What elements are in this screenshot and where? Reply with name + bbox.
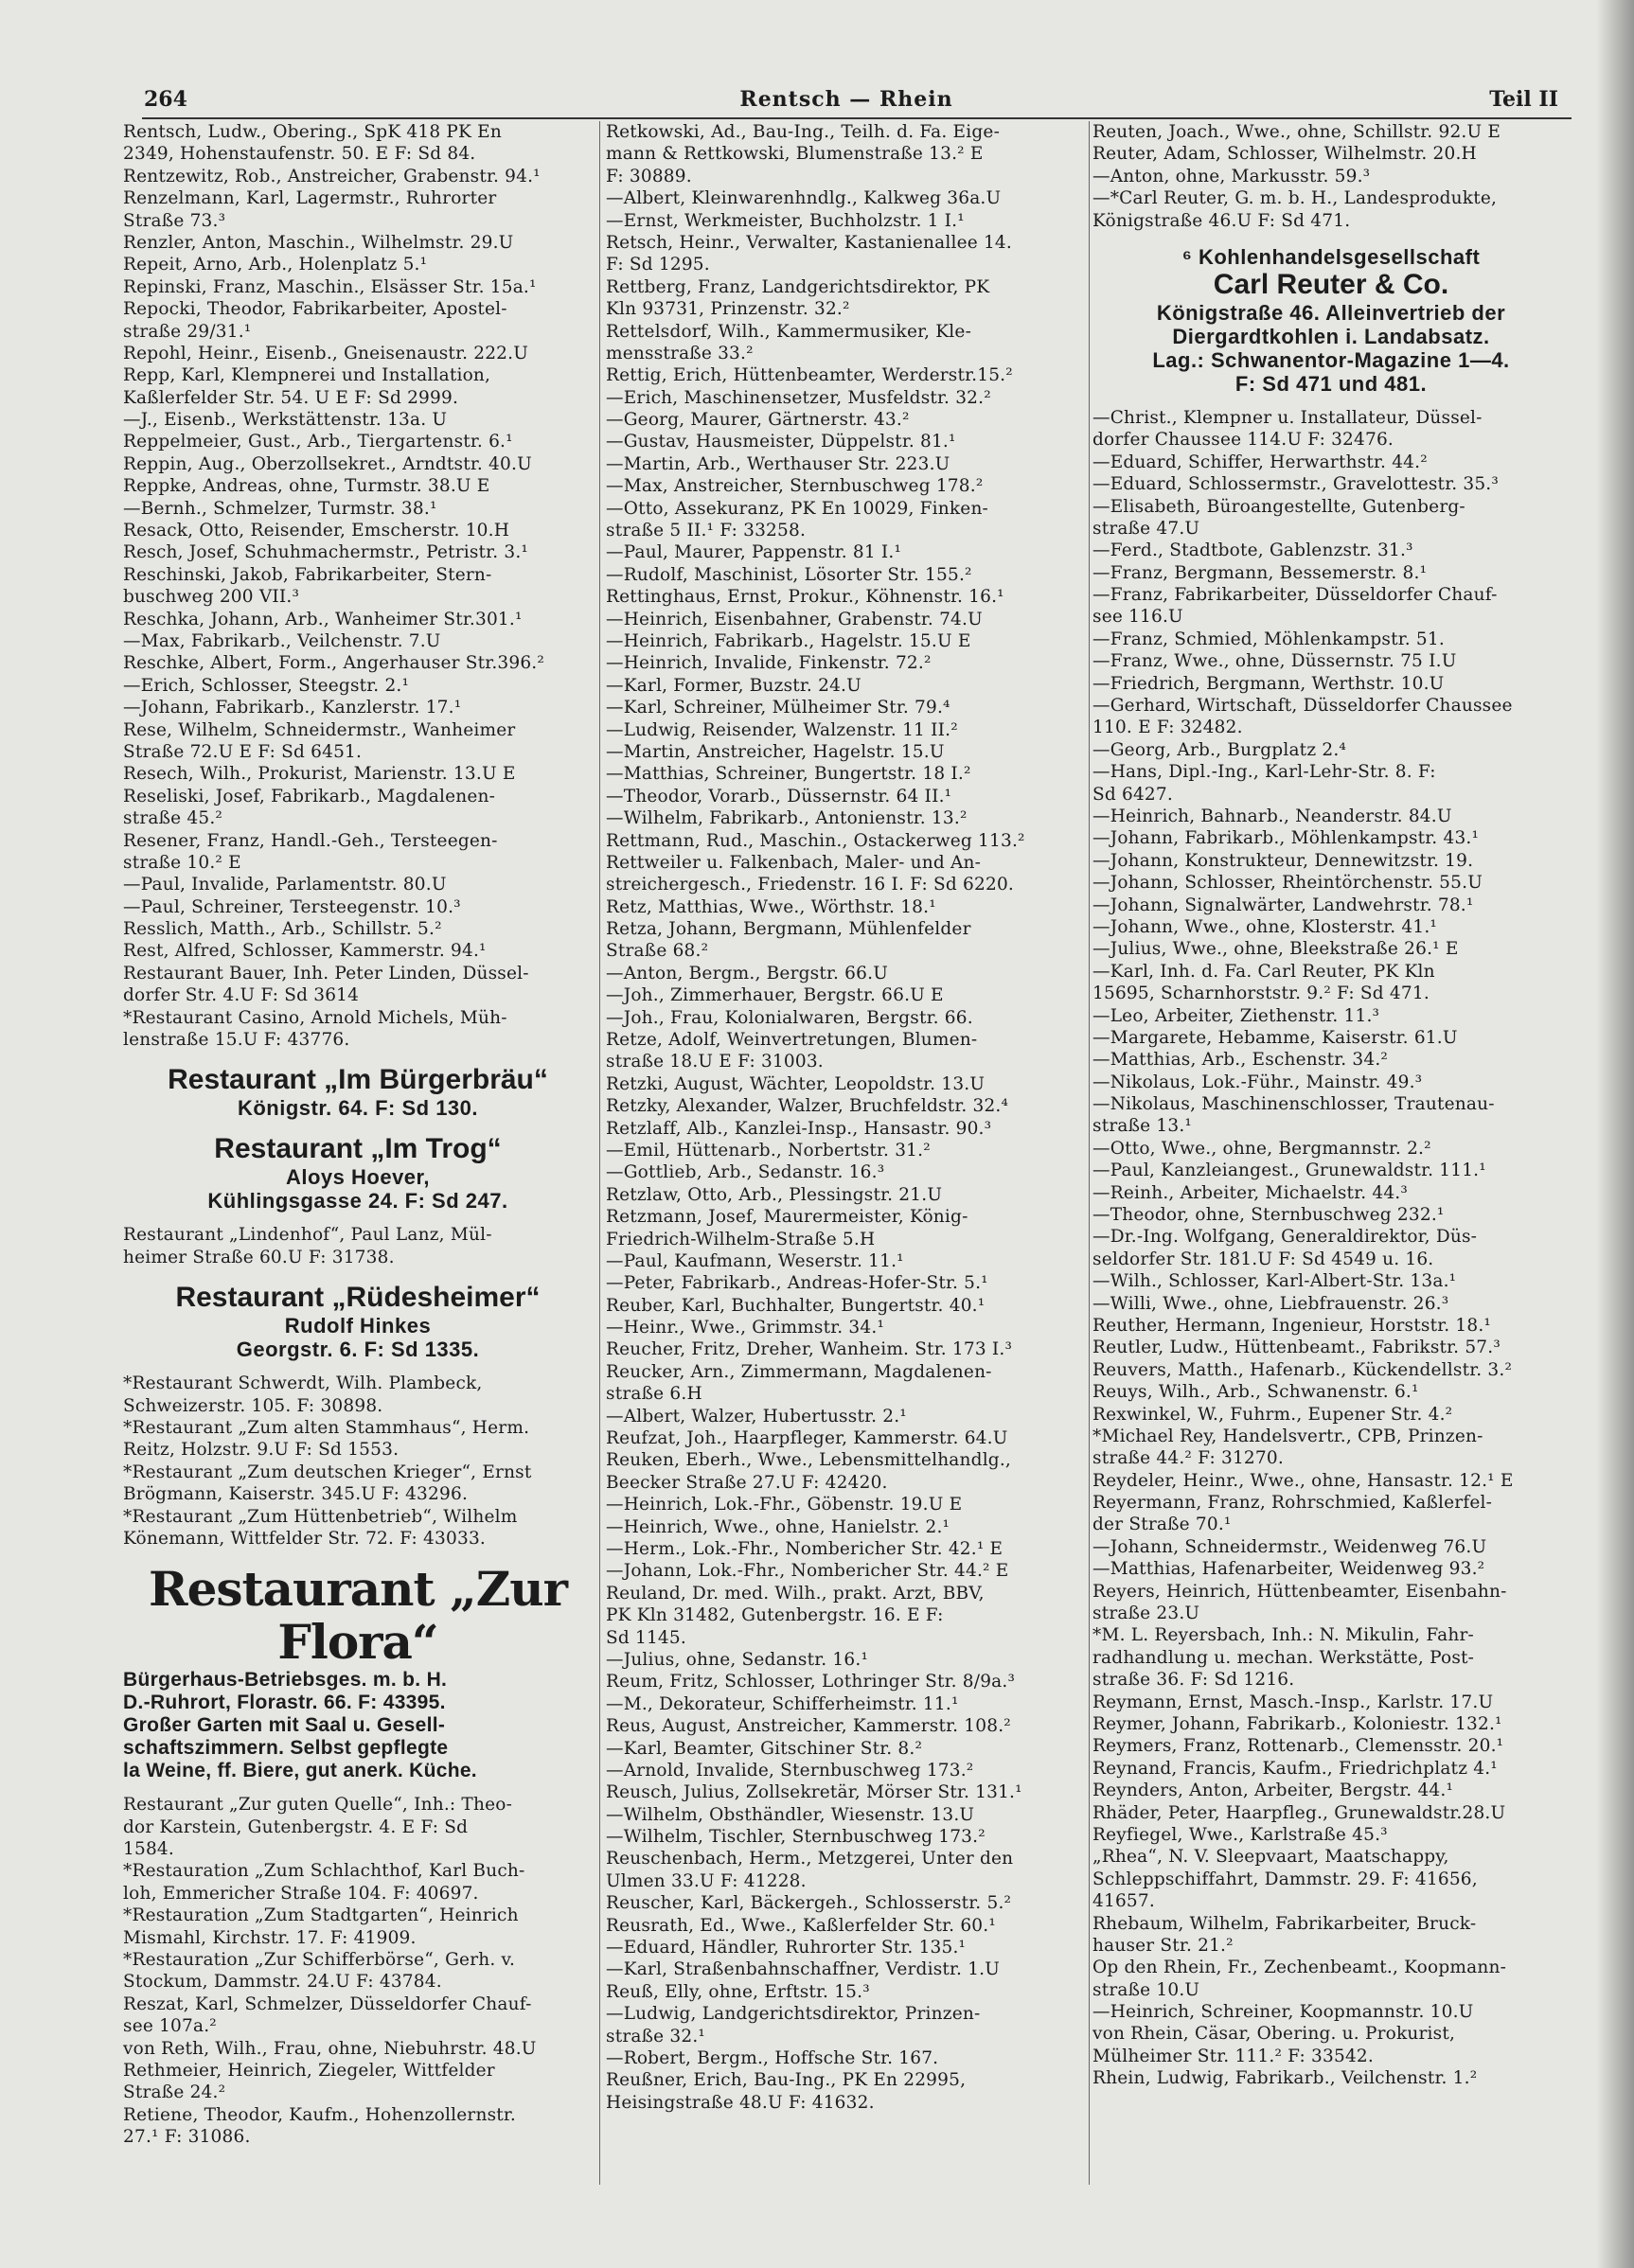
directory-entry-line: *Restauration „Zum Stadtgarten“, Heinrich bbox=[123, 1905, 519, 1926]
directory-entry-line: Repohl, Heinr., Eisenb., Gneisenaustr. 222.U bbox=[123, 343, 529, 363]
directory-entry-line: —Willi, Wwe., ohne, Liebfrauenstr. 26.³ bbox=[1092, 1293, 1449, 1314]
directory-entry-line: F: Sd 1295. bbox=[606, 255, 710, 275]
directory-entry-line: Rettberg, Franz, Landgerichtsdirektor, PK bbox=[606, 276, 990, 297]
directory-entry-line: 1584. bbox=[123, 1839, 174, 1860]
directory-entry-line: Reyers, Heinrich, Hüttenbeamter, Eisenbahn- bbox=[1092, 1581, 1507, 1602]
directory-entry-line: Reschke, Albert, Form., Angerhauser Str.396.² bbox=[123, 653, 545, 674]
directory-entry-line: —Joh., Zimmerhauer, Bergstr. 66.U E bbox=[606, 985, 944, 1006]
directory-entry-line: —Johann, Konstrukteur, Dennewitzstr. 19. bbox=[1092, 850, 1474, 871]
directory-entry-line: —Heinr., Wwe., Grimmstr. 34.¹ bbox=[606, 1318, 885, 1338]
ad-body-line: Bürgerhaus-Betriebsges. m. b. H. bbox=[123, 1669, 448, 1692]
directory-entry-line: Rhein, Ludwig, Fabrikarb., Veilchenstr. 1.² bbox=[1092, 2068, 1478, 2089]
directory-entry-line: Rettweiler u. Falkenbach, Maler- und An- bbox=[606, 852, 982, 873]
directory-entry-line: buschweg 200 VII.³ bbox=[123, 587, 300, 608]
directory-entry-line: Resener, Franz, Handl.-Geh., Tersteegen- bbox=[123, 830, 498, 851]
scan-edge-shadow bbox=[1596, 0, 1634, 2268]
directory-entry-line: straße 18.U E F: 31003. bbox=[606, 1052, 824, 1072]
directory-entry-line: —Wilhelm, Fabrikarb., Antonienstr. 13.² bbox=[606, 808, 968, 829]
directory-entry-line: Repinski, Franz, Maschin., Elsässer Str. 15a.¹ bbox=[123, 276, 537, 297]
directory-entry-line: —Max, Fabrikarb., Veilchenstr. 7.U bbox=[123, 630, 441, 651]
ad-detail-line: Kühlingsgasse 24. F: Sd 247. bbox=[207, 1189, 508, 1214]
directory-entry-line: Schweizerstr. 105. F: 30898. bbox=[123, 1395, 383, 1416]
directory-column-1 bbox=[123, 121, 593, 2149]
directory-entry-line: —Dr.-Ing. Wolfgang, Generaldirektor, Düs- bbox=[1092, 1227, 1478, 1248]
directory-entry-line: straße 13.¹ bbox=[1092, 1116, 1193, 1137]
directory-entry-line: —Karl, Beamter, Gitschiner Str. 8.² bbox=[606, 1738, 923, 1759]
directory-entry-line: —Matthias, Hafenarbeiter, Weidenweg 93.² bbox=[1092, 1559, 1485, 1580]
directory-entry-line: Reuys, Wilh., Arb., Schwanenstr. 6.¹ bbox=[1092, 1382, 1419, 1403]
directory-entry-line: Könemann, Wittfelder Str. 72. F: 43033. bbox=[123, 1528, 486, 1549]
directory-entry-line: —Karl, Former, Buzstr. 24.U bbox=[606, 675, 861, 696]
directory-entry-line: —Erich, Maschinensetzer, Musfeldstr. 32.² bbox=[606, 387, 991, 408]
directory-entry-line: —Wilhelm, Tischler, Sternbuschweg 173.² bbox=[606, 1827, 986, 1848]
directory-entry-line: straße 32.¹ bbox=[606, 2026, 706, 2047]
ad-body-line: schaftszimmern. Selbst gepflegte bbox=[123, 1737, 449, 1760]
directory-entry-line: —Heinrich, Lok.-Fhr., Göbenstr. 19.U E bbox=[606, 1495, 963, 1515]
directory-entry-line: Reum, Fritz, Schlosser, Lothringer Str. 8/9a.³ bbox=[606, 1672, 1016, 1692]
directory-entry-line: Rhäder, Peter, Haarpfleg., Grunewaldstr.28.U bbox=[1092, 1802, 1506, 1823]
ad-detail-line: Königstr. 64. F: Sd 130. bbox=[237, 1096, 479, 1121]
directory-entry-line: Retzmann, Josef, Maurermeister, König- bbox=[606, 1207, 968, 1228]
directory-entry-line: —Martin, Anstreicher, Hagelstr. 15.U bbox=[606, 741, 945, 762]
directory-entry-line: straße 6.H bbox=[606, 1384, 702, 1405]
directory-entry-line: PK Kln 31482, Gutenbergstr. 16. E F: bbox=[606, 1605, 944, 1626]
directory-entry-line: —Georg, Arb., Burgplatz 2.⁴ bbox=[1092, 739, 1347, 760]
directory-entry-line: *Restaurant „Zum deutschen Krieger“, Ernst bbox=[123, 1462, 532, 1482]
ad-body-line: D.-Ruhrort, Florastr. 66. F: 43395. bbox=[123, 1692, 446, 1714]
directory-entry-line: Straße 72.U E F: Sd 6451. bbox=[123, 741, 363, 762]
directory-entry-line: loh, Emmericher Straße 104. F: 40697. bbox=[123, 1883, 479, 1904]
directory-entry-line: Rexwinkel, W., Fuhrm., Eupener Str. 4.² bbox=[1092, 1404, 1453, 1425]
directory-entry-line: Reymann, Ernst, Masch.-Insp., Karlstr. 17.U bbox=[1092, 1692, 1494, 1712]
directory-entry-line: Reschinski, Jakob, Fabrikarbeiter, Stern- bbox=[123, 564, 492, 585]
ad-detail-line: F: Sd 471 und 481. bbox=[1234, 371, 1428, 396]
ad-detail-line: Königstraße 46. Alleinvertrieb der bbox=[1156, 300, 1506, 325]
directory-entry-line: Beecker Straße 27.U F: 42420. bbox=[606, 1472, 888, 1493]
directory-entry-line: —Johann, Signalwärter, Landwehrstr. 78.¹ bbox=[1092, 895, 1474, 915]
directory-entry-line: —Theodor, ohne, Sternbuschweg 232.¹ bbox=[1092, 1205, 1445, 1226]
directory-entry-line: —Nikolaus, Lok.-Führ., Mainstr. 49.³ bbox=[1092, 1072, 1423, 1092]
directory-entry-line: —Martin, Arb., Werthauser Str. 223.U bbox=[606, 453, 950, 474]
directory-entry-line: Reppin, Aug., Oberzollsekret., Arndtstr. 40.U bbox=[123, 453, 532, 474]
directory-entry-line: Renzelmann, Karl, Lagermstr., Ruhrorter bbox=[123, 188, 497, 209]
directory-entry-line: Reseliski, Josef, Fabrikarb., Magdalenen- bbox=[123, 786, 496, 806]
directory-entry-line: —Paul, Maurer, Pappenstr. 81 I.¹ bbox=[606, 542, 902, 563]
directory-entry-line: heimer Straße 60.U F: 31738. bbox=[123, 1247, 395, 1267]
directory-entry-line: Retzlaw, Otto, Arb., Plessingstr. 21.U bbox=[606, 1184, 943, 1205]
column-divider bbox=[1089, 121, 1090, 2185]
directory-entry-line: Reuscher, Karl, Bäckergeh., Schlosserstr. 5.² bbox=[606, 1893, 1012, 1914]
directory-entry-line: —Anton, ohne, Markusstr. 59.³ bbox=[1092, 166, 1371, 186]
directory-entry-line: hauser Str. 21.² bbox=[1092, 1935, 1234, 1956]
directory-entry-line: —Margarete, Hebamme, Kaiserstr. 61.U bbox=[1092, 1027, 1458, 1048]
directory-entry-line: Heisingstraße 48.U F: 41632. bbox=[606, 2092, 875, 2113]
column-divider bbox=[599, 121, 600, 2185]
directory-entry-line: —Gottlieb, Arb., Sedanstr. 16.³ bbox=[606, 1162, 885, 1183]
directory-entry-line: —Christ., Klempner u. Installateur, Düssel- bbox=[1092, 407, 1483, 428]
page-header bbox=[123, 87, 1570, 115]
directory-entry-line: straße 5 II.¹ F: 33258. bbox=[606, 521, 807, 541]
directory-entry-line: der Straße 70.¹ bbox=[1092, 1515, 1232, 1535]
directory-entry-line: Restaurant Bauer, Inh. Peter Linden, Düssel- bbox=[123, 963, 529, 983]
directory-entry-line: Straße 68.² bbox=[606, 941, 709, 962]
directory-entry-line: —Georg, Maurer, Gärtnerstr. 43.² bbox=[606, 410, 910, 431]
header-rule bbox=[142, 117, 1572, 119]
directory-entry-line: —Heinrich, Wwe., ohne, Hanielstr. 2.¹ bbox=[606, 1516, 950, 1537]
directory-entry-line: *Restauration „Zum Schlachthof, Karl Buch- bbox=[123, 1861, 525, 1882]
directory-entry-line: see 116.U bbox=[1092, 607, 1183, 628]
directory-entry-line: —Karl, Schreiner, Mülheimer Str. 79.⁴ bbox=[606, 698, 950, 718]
directory-entry-line: Mülheimer Str. 111.² F: 33542. bbox=[1092, 2046, 1374, 2066]
part-label: Teil II bbox=[1489, 87, 1558, 112]
directory-entry-line: Stockum, Dammstr. 24.U F: 43784. bbox=[123, 1972, 442, 1993]
directory-entry-line: Retz, Matthias, Wwe., Wörthstr. 18.¹ bbox=[606, 896, 936, 917]
directory-entry-line: Rettinghaus, Ernst, Prokur., Köhnenstr. 16.¹ bbox=[606, 587, 1004, 608]
directory-entry-line: Rettig, Erich, Hüttenbeamter, Werderstr.15.² bbox=[606, 365, 1013, 386]
directory-entry-line: Repp, Karl, Klempnerei und Installation, bbox=[123, 365, 491, 386]
directory-entry-line: —Albert, Walzer, Hubertusstr. 2.¹ bbox=[606, 1406, 907, 1426]
directory-entry-line: —Eduard, Händler, Ruhrorter Str. 135.¹ bbox=[606, 1938, 967, 1958]
ad-heading-line: Restaurant „Im Bürgerbräu“ bbox=[168, 1064, 548, 1096]
running-head: Rentsch — Rhein bbox=[739, 87, 953, 112]
directory-entry-line: Retzky, Alexander, Walzer, Bruchfeldstr. 32.⁴ bbox=[606, 1096, 1009, 1117]
directory-entry-line: Rentzewitz, Rob., Anstreicher, Grabenstr. 94.¹ bbox=[123, 166, 541, 186]
directory-entry-line: —Paul, Invalide, Parlamentstr. 80.U bbox=[123, 875, 447, 895]
directory-entry-line: Schleppschiffahrt, Dammstr. 29. F: 41656, bbox=[1092, 1869, 1478, 1889]
directory-entry-line: Reuken, Eberh., Wwe., Lebensmittelhandlg., bbox=[606, 1450, 1012, 1471]
directory-entry-line: Reuter, Adam, Schlosser, Wilhelmstr. 20.H bbox=[1092, 144, 1477, 165]
directory-entry-line: Reymers, Franz, Rottenarb., Clemensstr. 20.¹ bbox=[1092, 1736, 1504, 1757]
directory-entry-line: —Johann, Fabrikarb., Möhlenkampstr. 43.¹ bbox=[1092, 828, 1480, 849]
directory-entry-line: Reyfiegel, Wwe., Karlstraße 45.³ bbox=[1092, 1824, 1388, 1845]
directory-entry-line: Reitz, Holzstr. 9.U F: Sd 1553. bbox=[123, 1440, 400, 1461]
directory-entry-line: Rese, Wilhelm, Schneidermstr., Wanheimer bbox=[123, 719, 516, 740]
directory-entry-line: —Johann, Fabrikarb., Kanzlerstr. 17.¹ bbox=[123, 698, 462, 718]
directory-entry-line: Retzlaff, Alb., Kanzlei-Insp., Hansastr. 90.³ bbox=[606, 1118, 992, 1139]
directory-entry-line: Renzler, Anton, Maschin., Wilhelmstr. 29.U bbox=[123, 232, 514, 253]
directory-entry-line: —Leo, Arbeiter, Ziethenstr. 11.³ bbox=[1092, 1005, 1380, 1026]
directory-entry-line: —Karl, Inh. d. Fa. Carl Reuter, PK Kln bbox=[1092, 961, 1435, 982]
directory-entry-line: straße 29/31.¹ bbox=[123, 321, 252, 342]
directory-entry-line: Reuber, Karl, Buchhalter, Bungertstr. 40.¹ bbox=[606, 1295, 986, 1316]
directory-entry-line: —Johann, Schlosser, Rheintörchenstr. 55.U bbox=[1092, 873, 1483, 894]
directory-entry-line: Reus, August, Anstreicher, Kammerstr. 108.² bbox=[606, 1716, 1011, 1737]
directory-entry-line: radhandlung u. mechan. Werkstätte, Post- bbox=[1092, 1647, 1475, 1668]
directory-entry-line: straße 44.² F: 31270. bbox=[1092, 1448, 1284, 1469]
directory-entry-line: lenstraße 15.U F: 43776. bbox=[123, 1030, 350, 1051]
directory-entry-line: Reutler, Ludw., Hüttenbeamt., Fabrikstr. 57.³ bbox=[1092, 1338, 1501, 1358]
directory-entry-line: straße 23.U bbox=[1092, 1604, 1200, 1624]
ad-body-line: la Weine, ff. Biere, gut anerk. Küche. bbox=[123, 1760, 477, 1782]
advertisement bbox=[1092, 245, 1570, 396]
ad-detail-line: Diergardtkohlen i. Landabsatz. bbox=[1172, 324, 1490, 348]
directory-entry-line: —Matthias, Arb., Eschenstr. 34.² bbox=[1092, 1050, 1389, 1071]
directory-entry-line: mensstraße 33.² bbox=[606, 343, 754, 363]
directory-entry-line: —Rudolf, Maschinist, Lösorter Str. 155.² bbox=[606, 564, 972, 585]
directory-entry-line: —Emil, Hüttenarb., Norbertstr. 31.² bbox=[606, 1140, 931, 1161]
directory-entry-line: —Theodor, Vorarb., Düssernstr. 64 II.¹ bbox=[606, 786, 952, 806]
directory-entry-line: dorfer Chaussee 114.U F: 32476. bbox=[1092, 430, 1394, 451]
directory-entry-line: Reppke, Andreas, ohne, Turmstr. 38.U E bbox=[123, 476, 490, 497]
directory-entry-line: Retsch, Heinr., Verwalter, Kastanienallee 14. bbox=[606, 232, 1012, 253]
directory-entry-line: Reydeler, Heinr., Wwe., ohne, Hansastr. 12.¹ E bbox=[1092, 1470, 1514, 1491]
directory-entry-line: Resech, Wilh., Prokurist, Marienstr. 13.U E bbox=[123, 764, 516, 785]
directory-entry-line: —Ferd., Stadtbote, Gablenzstr. 31.³ bbox=[1092, 540, 1413, 561]
ad-big-line: Restaurant „Zur Flora“ bbox=[149, 1561, 567, 1671]
directory-entry-line: *M. L. Reyersbach, Inh.: N. Mikulin, Fahr- bbox=[1092, 1625, 1474, 1646]
directory-entry-line: Reucker, Arn., Zimmermann, Magdalenen- bbox=[606, 1361, 992, 1382]
directory-entry-line: Königstraße 46.U F: Sd 471. bbox=[1092, 210, 1351, 231]
advertisement bbox=[123, 1563, 593, 1782]
directory-entry-line: Resack, Otto, Reisender, Emscherstr. 10.H bbox=[123, 521, 510, 541]
directory-entry-line: Reymer, Johann, Fabrikarb., Koloniestr. 132.¹ bbox=[1092, 1714, 1502, 1734]
directory-entry-line: —Julius, ohne, Sedanstr. 16.¹ bbox=[606, 1649, 869, 1670]
advertisement bbox=[123, 1064, 593, 1120]
directory-entry-line: —Franz, Bergmann, Bessemerstr. 8.¹ bbox=[1092, 562, 1428, 583]
ad-detail-line: Lag.: Schwanentor-Magazine 1—4. bbox=[1152, 347, 1510, 372]
directory-entry-line: mann & Rettkowski, Blumenstraße 13.² E bbox=[606, 144, 984, 165]
directory-entry-line: —Arnold, Invalide, Sternbuschweg 173.² bbox=[606, 1760, 974, 1781]
directory-entry-line: *Restaurant Casino, Arnold Michels, Müh- bbox=[123, 1007, 507, 1028]
ad-corp-line: Carl Reuter & Co. bbox=[1213, 268, 1449, 300]
directory-entry-line: straße 10.U bbox=[1092, 1979, 1200, 2000]
directory-entry-line: —Reinh., Arbeiter, Michaelstr. 44.³ bbox=[1092, 1182, 1408, 1203]
directory-entry-line: Restaurant „Lindenhof“, Paul Lanz, Mül- bbox=[123, 1225, 492, 1246]
directory-entry-line: —Franz, Fabrikarbeiter, Düsseldorfer Chauf- bbox=[1092, 585, 1498, 606]
directory-entry-line: Repeit, Arno, Arb., Holenplatz 5.¹ bbox=[123, 255, 428, 275]
ad-detail-line: Georgstr. 6. F: Sd 1335. bbox=[236, 1338, 480, 1362]
ad-heading-line: Restaurant „Im Trog“ bbox=[214, 1133, 502, 1165]
directory-entry-line: straße 36. F: Sd 1216. bbox=[1092, 1670, 1295, 1691]
directory-entry-line: Reuther, Hermann, Ingenieur, Horststr. 18.¹ bbox=[1092, 1315, 1492, 1336]
directory-entry-line: —Ernst, Werkmeister, Buchholzstr. 1 I.¹ bbox=[606, 210, 965, 231]
directory-entry-line: Retiene, Theodor, Kaufm., Hohenzollernstr. bbox=[123, 2104, 516, 2125]
directory-entry-line: —Max, Anstreicher, Sternbuschweg 178.² bbox=[606, 476, 984, 497]
directory-entry-line: —Bernh., Schmelzer, Turmstr. 38.¹ bbox=[123, 498, 437, 519]
directory-entry-line: straße 10.² E bbox=[123, 852, 241, 873]
directory-entry-line: Rhebaum, Wilhelm, Fabrikarbeiter, Bruck- bbox=[1092, 1913, 1477, 1934]
directory-entry-line: von Reth, Wilh., Frau, ohne, Niebuhrstr. 48.U bbox=[123, 2038, 537, 2059]
directory-entry-line: Resslich, Matth., Arb., Schillstr. 5.² bbox=[123, 919, 442, 940]
directory-entry-line: Reusrath, Ed., Wwe., Kaßlerfelder Str. 60.¹ bbox=[606, 1915, 996, 1936]
directory-entry-line: —Friedrich, Bergmann, Werthstr. 10.U bbox=[1092, 673, 1445, 694]
directory-entry-line: —Peter, Fabrikarb., Andreas-Hofer-Str. 5.¹ bbox=[606, 1273, 988, 1294]
directory-entry-line: —Joh., Frau, Kolonialwaren, Bergstr. 66. bbox=[606, 1007, 973, 1028]
directory-entry-line: Rethmeier, Heinrich, Ziegeler, Wittfelder bbox=[123, 2061, 495, 2081]
directory-entry-line: Friedrich-Wilhelm-Straße 5.H bbox=[606, 1229, 876, 1249]
directory-entry-line: Reuß, Elly, ohne, Erftstr. 15.³ bbox=[606, 1981, 870, 2002]
directory-entry-line: Straße 73.³ bbox=[123, 210, 226, 231]
directory-entry-line: —Anton, Bergm., Bergstr. 66.U bbox=[606, 963, 888, 983]
directory-entry-line: —Paul, Schreiner, Tersteegenstr. 10.³ bbox=[123, 896, 461, 917]
directory-entry-line: Brögmann, Kaiserstr. 345.U F: 43296. bbox=[123, 1484, 469, 1505]
directory-entry-line: *Michael Rey, Handelsvertr., CPB, Prinzen- bbox=[1092, 1426, 1483, 1446]
directory-entry-line: 15695, Scharnhorststr. 9.² F: Sd 471. bbox=[1092, 983, 1430, 1004]
directory-entry-line: —Heinrich, Fabrikarb., Hagelstr. 15.U E bbox=[606, 630, 971, 651]
ad-detail-line: ⁶ Kohlenhandelsgesellschaft bbox=[1181, 244, 1481, 269]
directory-entry-line: —Hans, Dipl.-Ing., Karl-Lehr-Str. 8. F: bbox=[1092, 762, 1436, 783]
ad-body-line: Großer Garten mit Saal u. Gesell- bbox=[123, 1714, 446, 1737]
directory-entry-line: Sd 6427. bbox=[1092, 784, 1173, 805]
directory-entry-line: —Robert, Bergm., Hoffsche Str. 167. bbox=[606, 2047, 939, 2068]
directory-entry-line: Rettelsdorf, Wilh., Kammermusiker, Kle- bbox=[606, 321, 972, 342]
directory-entry-line: Retkowski, Ad., Bau-Ing., Teilh. d. Fa. Eige- bbox=[606, 122, 1001, 142]
directory-entry-line: dorfer Str. 4.U F: Sd 3614 bbox=[123, 985, 360, 1006]
directory-entry-line: —Albert, Kleinwarenhndlg., Kalkweg 36a.U bbox=[606, 188, 1002, 209]
directory-entry-line: 41657. bbox=[1092, 1891, 1155, 1912]
directory-entry-line: Ulmen 33.U F: 41228. bbox=[606, 1870, 807, 1891]
directory-entry-line: 110. E F: 32482. bbox=[1092, 718, 1243, 738]
directory-entry-line: —Johann, Wwe., ohne, Klosterstr. 41.¹ bbox=[1092, 916, 1438, 937]
directory-entry-line: —Paul, Kanzleiangest., Grunewaldstr. 111.¹ bbox=[1092, 1161, 1486, 1181]
page-number: 264 bbox=[144, 87, 187, 112]
directory-entry-line: Reuland, Dr. med. Wilh., prakt. Arzt, BBV, bbox=[606, 1583, 985, 1604]
directory-entry-line: Reuten, Joach., Wwe., ohne, Schillstr. 92.U E bbox=[1092, 122, 1501, 142]
advertisement bbox=[123, 1282, 593, 1361]
directory-entry-line: —Johann, Schneidermstr., Weidenweg 76.U bbox=[1092, 1536, 1487, 1557]
directory-entry-line: Restaurant „Zur guten Quelle“, Inh.: Theo- bbox=[123, 1795, 513, 1816]
ad-heading-line: Restaurant „Rüdesheimer“ bbox=[175, 1282, 541, 1314]
directory-entry-line: von Rhein, Cäsar, Obering. u. Prokurist, bbox=[1092, 2024, 1456, 2045]
directory-entry-line: Reynders, Anton, Arbeiter, Bergstr. 44.¹ bbox=[1092, 1781, 1454, 1801]
directory-entry-line: *Restaurant „Zum Hüttenbetrieb“, Wilhelm bbox=[123, 1506, 518, 1527]
directory-entry-line: —Ludwig, Landgerichtsdirektor, Prinzen- bbox=[606, 2004, 981, 2025]
directory-column-3 bbox=[1092, 121, 1570, 2090]
directory-entry-line: *Restaurant Schwerdt, Wilh. Plambeck, bbox=[123, 1373, 483, 1394]
directory-entry-line: —Wilhelm, Obsthändler, Wiesenstr. 13.U bbox=[606, 1804, 975, 1825]
directory-entry-line: —Heinrich, Schreiner, Koopmannstr. 10.U bbox=[1092, 2002, 1474, 2023]
directory-entry-line: Op den Rhein, Fr., Zechenbeamt., Koopmann- bbox=[1092, 1958, 1507, 1978]
ad-detail-line: Rudolf Hinkes bbox=[284, 1314, 432, 1338]
directory-entry-line: Straße 24.² bbox=[123, 2082, 226, 2103]
directory-column-2 bbox=[606, 121, 1085, 2114]
directory-entry-line: *Restaurant „Zum alten Stammhaus“, Herm. bbox=[123, 1417, 530, 1438]
directory-entry-line: Retzki, August, Wächter, Leopoldstr. 13.U bbox=[606, 1073, 986, 1094]
directory-entry-line: —Paul, Kaufmann, Weserstr. 11.¹ bbox=[606, 1250, 904, 1271]
directory-entry-line: —Nikolaus, Maschinenschlosser, Trautenau- bbox=[1092, 1094, 1495, 1115]
directory-entry-line: —Karl, Straßenbahnschaffner, Verdistr. 1.U bbox=[606, 1959, 1001, 1980]
directory-entry-line: Rentsch, Ludw., Obering., SpK 418 PK En bbox=[123, 122, 502, 142]
directory-entry-line: Reschka, Johann, Arb., Wanheimer Str.301.¹ bbox=[123, 609, 523, 629]
directory-entry-line: Rettmann, Rud., Maschin., Ostackerweg 113.² bbox=[606, 830, 1025, 851]
directory-entry-line: Kaßlerfelder Str. 54. U E F: Sd 2999. bbox=[123, 387, 459, 408]
directory-entry-line: Retza, Johann, Bergmann, Mühlenfelder bbox=[606, 919, 971, 940]
ad-detail-line: Aloys Hoever, bbox=[285, 1165, 430, 1190]
directory-entry-line: Reuvers, Matth., Hafenarb., Kückendellstr. 3.² bbox=[1092, 1359, 1513, 1380]
directory-entry-line: Kln 93731, Prinzenstr. 32.² bbox=[606, 299, 850, 320]
directory-entry-line: —Eduard, Schiffer, Herwarthstr. 44.² bbox=[1092, 452, 1428, 472]
directory-entry-line: Mismahl, Kirchstr. 17. F: 41909. bbox=[123, 1927, 417, 1948]
directory-entry-line: —Franz, Schmied, Möhlenkampstr. 51. bbox=[1092, 629, 1445, 649]
directory-entry-line: dor Karstein, Gutenbergstr. 4. E F: Sd bbox=[123, 1816, 469, 1837]
directory-entry-line: —Johann, Lok.-Fhr., Nombericher Str. 44.² E bbox=[606, 1561, 1009, 1582]
directory-entry-line: Reszat, Karl, Schmelzer, Düsseldorfer Chauf- bbox=[123, 1993, 532, 2014]
directory-entry-line: —Otto, Assekuranz, PK En 10029, Finken- bbox=[606, 498, 989, 519]
directory-entry-line: —Erich, Schlosser, Steegstr. 2.¹ bbox=[123, 675, 410, 696]
directory-entry-line: streichergesch., Friedenstr. 16 I. F: Sd 6220. bbox=[606, 875, 1014, 895]
directory-entry-line: Reynand, Francis, Kaufm., Friedrichplatz 4.¹ bbox=[1092, 1758, 1498, 1779]
directory-entry-line: —Heinrich, Eisenbahner, Grabenstr. 74.U bbox=[606, 609, 983, 629]
directory-entry-line: 2349, Hohenstaufenstr. 50. E F: Sd 84. bbox=[123, 144, 476, 165]
directory-entry-line: —Herm., Lok.-Fhr., Nombericher Str. 42.¹ E bbox=[606, 1539, 1003, 1559]
directory-entry-line: Reppelmeier, Gust., Arb., Tiergartenstr. 6.¹ bbox=[123, 432, 513, 452]
directory-entry-line: „Rhea“, N. V. Sleepvaart, Maatschappy, bbox=[1092, 1847, 1449, 1868]
directory-entry-line: Repocki, Theodor, Fabrikarbeiter, Apostel- bbox=[123, 299, 507, 320]
directory-entry-line: —M., Dekorateur, Schifferheimstr. 11.¹ bbox=[606, 1693, 959, 1714]
directory-entry-line: —Heinrich, Invalide, Finkenstr. 72.² bbox=[606, 653, 932, 674]
advertisement bbox=[123, 1133, 593, 1213]
directory-entry-line: Rest, Alfred, Schlosser, Kammerstr. 94.¹ bbox=[123, 941, 487, 962]
directory-entry-line: 27.¹ F: 31086. bbox=[123, 2127, 251, 2148]
directory-entry-line: Reucher, Fritz, Dreher, Wanheim. Str. 173 I.³ bbox=[606, 1339, 1013, 1360]
directory-entry-line: Reyermann, Franz, Rohrschmied, Kaßlerfel- bbox=[1092, 1493, 1493, 1514]
directory-entry-line: —Wilh., Schlosser, Karl-Albert-Str. 13a.¹ bbox=[1092, 1271, 1457, 1292]
directory-entry-line: —Julius, Wwe., ohne, Bleekstraße 26.¹ E bbox=[1092, 939, 1459, 960]
directory-entry-line: —Gerhard, Wirtschaft, Düsseldorfer Chaussee bbox=[1092, 696, 1513, 717]
directory-entry-line: Reusch, Julius, Zollsekretär, Mörser Str. 131.¹ bbox=[606, 1782, 1022, 1803]
directory-entry-line: Reuschenbach, Herm., Metzgerei, Unter den bbox=[606, 1849, 1014, 1869]
directory-entry-line: —Elisabeth, Büroangestellte, Gutenberg- bbox=[1092, 496, 1465, 517]
directory-entry-line: Retze, Adolf, Weinvertretungen, Blumen- bbox=[606, 1030, 978, 1051]
directory-entry-line: see 107a.² bbox=[123, 2016, 217, 2037]
directory-entry-line: F: 30889. bbox=[606, 166, 692, 186]
directory-entry-line: —Ludwig, Reisender, Walzenstr. 11 II.² bbox=[606, 719, 958, 740]
directory-entry-line: —Eduard, Schlossermstr., Gravelottestr. 35.³ bbox=[1092, 474, 1500, 495]
directory-entry-line: —Otto, Wwe., ohne, Bergmannstr. 2.² bbox=[1092, 1138, 1431, 1159]
directory-entry-line: straße 47.U bbox=[1092, 518, 1200, 539]
directory-entry-line: Sd 1145. bbox=[606, 1627, 686, 1648]
directory-entry-line: seldorfer Str. 181.U F: Sd 4549 u. 16. bbox=[1092, 1249, 1434, 1269]
directory-entry-line: —J., Eisenb., Werkstättenstr. 13a. U bbox=[123, 410, 448, 431]
directory-entry-line: straße 45.² bbox=[123, 808, 223, 829]
directory-entry-line: —*Carl Reuter, G. m. b. H., Landesprodukte, bbox=[1092, 188, 1498, 209]
directory-entry-line: Reufzat, Joh., Haarpfleger, Kammerstr. 64.U bbox=[606, 1428, 1008, 1449]
directory-entry-line: *Restauration „Zur Schifferbörse“, Gerh. v. bbox=[123, 1950, 516, 1971]
directory-entry-line: —Gustav, Hausmeister, Düppelstr. 81.¹ bbox=[606, 432, 956, 452]
directory-entry-line: —Matthias, Schreiner, Bungertstr. 18 I.² bbox=[606, 764, 971, 785]
directory-entry-line: Reußner, Erich, Bau-Ing., PK En 22995, bbox=[606, 2070, 967, 2091]
directory-entry-line: —Heinrich, Bahnarb., Neanderstr. 84.U bbox=[1092, 806, 1452, 826]
directory-entry-line: Resch, Josef, Schuhmachermstr., Petristr. 3.¹ bbox=[123, 542, 529, 563]
directory-entry-line: —Franz, Wwe., ohne, Düssernstr. 75 I.U bbox=[1092, 651, 1457, 672]
